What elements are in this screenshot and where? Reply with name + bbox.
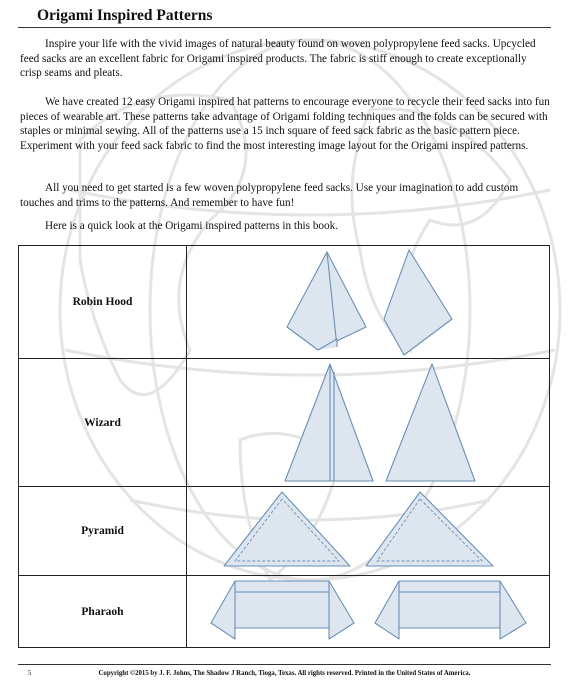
pattern-name-wizard: Wizard bbox=[19, 359, 187, 487]
patterns-table bbox=[18, 245, 550, 648]
table-row bbox=[19, 487, 550, 576]
pattern-name-pharaoh: Pharaoh bbox=[19, 576, 187, 648]
pyramid-figure bbox=[187, 487, 550, 576]
page-number: 5 bbox=[28, 670, 32, 677]
pharaoh-diagram bbox=[187, 577, 549, 647]
paragraph-text: Inspire your life with the vivid images of natural beauty found on woven polypropylene feed sacks. Upcycled feed sacks are an excellent fabric for Origami inspired products. The fabric is stiff enough to create exceptionally crisp seams and pleats. bbox=[20, 38, 536, 79]
paragraph-text: All you need to get started is a few woven polypropylene feed sacks. Use your imagination to add custom touches and trims to the patterns. And remember to have fun! bbox=[20, 182, 519, 209]
get-started-paragraph bbox=[20, 181, 550, 210]
table-row bbox=[19, 359, 550, 487]
pharaoh-figure bbox=[187, 576, 550, 648]
pattern-name-robin-hood: Robin Hood bbox=[19, 246, 187, 359]
title-rule bbox=[18, 27, 551, 28]
footer-rule bbox=[18, 664, 551, 665]
robin-hood-diagram bbox=[187, 247, 549, 358]
table-row bbox=[19, 246, 550, 359]
page-title: Origami Inspired Patterns bbox=[37, 7, 213, 24]
intro-paragraph bbox=[20, 37, 550, 81]
pyramid-diagram bbox=[187, 488, 549, 575]
preview-paragraph bbox=[20, 219, 550, 234]
patterns-paragraph bbox=[20, 95, 550, 153]
copyright-notice: Copyright ©2015 by J. F. Johns, The Shadow J Ranch, Tioga, Texas. All rights reserved. Printed in the United States of America. bbox=[98, 670, 471, 677]
paragraph-text: We have created 12 easy Origami inspired hat patterns to encourage everyone to recycle their feed sacks into fun pieces of wearable art. These patterns take advantage of Origami folding techniques and the folds can be secured with staples or minimal sewing. All of the patterns use a 15 inch square of feed sack fabric as the basic pattern piece. Experiment with your feed sack fabric to find the most interesting image layout for the Origami inspired patterns. bbox=[20, 96, 550, 152]
table-row bbox=[19, 576, 550, 648]
wizard-figure bbox=[187, 359, 550, 487]
pattern-name-pyramid: Pyramid bbox=[19, 487, 187, 576]
paragraph-text: Here is a quick look at the Origami inspired patterns in this book. bbox=[45, 220, 338, 232]
robin-hood-figure bbox=[187, 246, 550, 359]
wizard-diagram bbox=[187, 360, 549, 486]
